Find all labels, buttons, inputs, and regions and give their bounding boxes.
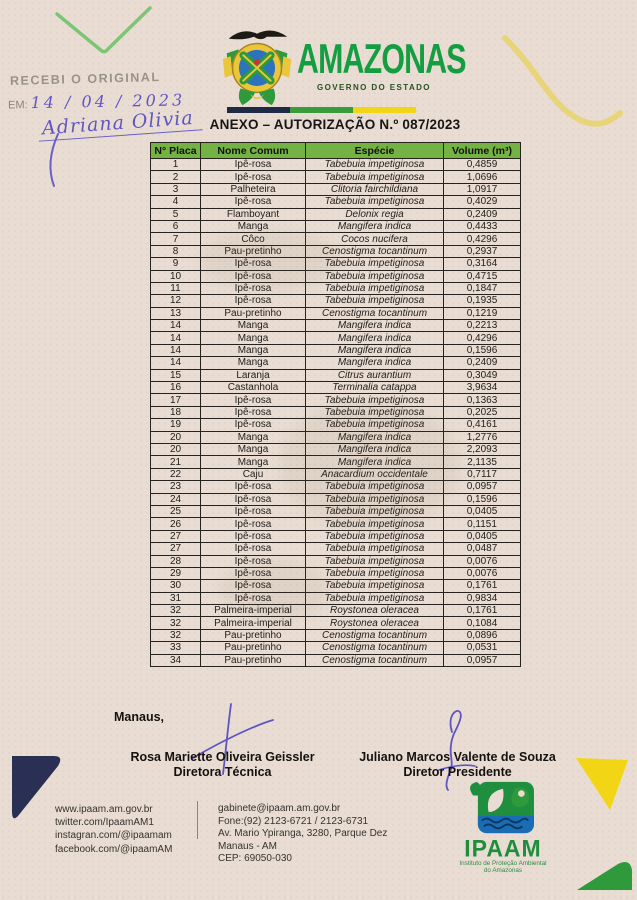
- placa-cell: 32: [151, 629, 201, 641]
- volume-cell: 0,1761: [444, 605, 521, 617]
- especie-cell: Tabebuia impetiginosa: [306, 171, 444, 183]
- volume-cell: 0,0076: [444, 555, 521, 567]
- placa-cell: 7: [151, 233, 201, 245]
- nome-comum-cell: Pau-pretinho: [201, 245, 306, 257]
- bar-yellow-segment: [353, 107, 416, 113]
- col-header-especie: Espécie: [306, 143, 444, 159]
- especie-cell: Citrus aurantium: [306, 369, 444, 381]
- footer-contact-line: Fone:(92) 2123-6721 / 2123-6731: [218, 815, 369, 827]
- volume-cell: 2,1135: [444, 456, 521, 468]
- placa-cell: 2: [151, 171, 201, 183]
- placa-cell: 14: [151, 320, 201, 332]
- table-row: [151, 307, 521, 319]
- especie-cell: Mangifera indica: [306, 357, 444, 369]
- especie-cell: Tabebuia impetiginosa: [306, 518, 444, 530]
- especie-cell: Tabebuia impetiginosa: [306, 481, 444, 493]
- ipaam-wordmark: IPAAM: [464, 834, 542, 862]
- especie-cell: Tabebuia impetiginosa: [306, 592, 444, 604]
- ipaam-subtitle-line: Instituto de Proteção Ambiental: [459, 860, 547, 867]
- placa-cell: 12: [151, 295, 201, 307]
- especie-cell: Tabebuia impetiginosa: [306, 258, 444, 270]
- pen-stroke-descender: [40, 132, 80, 192]
- nome-comum-cell: Laranja: [201, 369, 306, 381]
- nome-comum-cell: Manga: [201, 357, 306, 369]
- volume-cell: 0,0076: [444, 567, 521, 579]
- nome-comum-cell: Flamboyant: [201, 208, 306, 220]
- placa-cell: 24: [151, 493, 201, 505]
- placa-cell: 32: [151, 605, 201, 617]
- especie-cell: Cenostigma tocantinum: [306, 654, 444, 666]
- volume-cell: 0,0957: [444, 481, 521, 493]
- table-row: [151, 605, 521, 617]
- placa-cell: 30: [151, 580, 201, 592]
- nome-comum-cell: Castanhola: [201, 382, 306, 394]
- nome-comum-cell: Ipê-rosa: [201, 406, 306, 418]
- volume-cell: 0,4433: [444, 220, 521, 232]
- ipaam-subtitle-line: do Amazonas: [483, 867, 523, 875]
- placa-cell: 31: [151, 592, 201, 604]
- volume-cell: 0,2409: [444, 357, 521, 369]
- volume-cell: 0,1084: [444, 617, 521, 629]
- nome-comum-cell: Ipê-rosa: [201, 592, 306, 604]
- placa-cell: 28: [151, 555, 201, 567]
- table-row: [151, 543, 521, 555]
- placa-cell: 11: [151, 282, 201, 294]
- placa-cell: 29: [151, 567, 201, 579]
- nome-comum-cell: Ipê-rosa: [201, 518, 306, 530]
- ipaam-subtitle: [440, 860, 566, 874]
- table-row: [151, 208, 521, 220]
- scan-smudge: [220, 560, 330, 620]
- volume-cell: 0,1847: [444, 282, 521, 294]
- volume-cell: 0,2025: [444, 406, 521, 418]
- amazonas-coat-of-arms-icon: [213, 24, 301, 108]
- volume-cell: 0,1596: [444, 493, 521, 505]
- table-row: [151, 196, 521, 208]
- table-row: [151, 369, 521, 381]
- table-row: [151, 344, 521, 356]
- nome-comum-cell: Palmeira-imperial: [201, 617, 306, 629]
- especie-cell: Tabebuia impetiginosa: [306, 567, 444, 579]
- volume-cell: 0,1219: [444, 307, 521, 319]
- bar-navy-segment: [227, 107, 290, 113]
- signature-block-technical-director: [110, 750, 335, 779]
- especie-cell: Tabebuia impetiginosa: [306, 543, 444, 555]
- signature-block-president-director: [350, 750, 565, 779]
- volume-cell: 0,0957: [444, 654, 521, 666]
- nome-comum-cell: Ipê-rosa: [201, 481, 306, 493]
- table-row: [151, 580, 521, 592]
- especie-cell: Tabebuia impetiginosa: [306, 419, 444, 431]
- nome-comum-cell: Manga: [201, 456, 306, 468]
- volume-cell: 0,0487: [444, 543, 521, 555]
- table-header-row: [151, 143, 521, 159]
- nome-comum-cell: Ipê-rosa: [201, 258, 306, 270]
- table-row: [151, 320, 521, 332]
- nome-comum-cell: Ipê-rosa: [201, 295, 306, 307]
- especie-cell: Tabebuia impetiginosa: [306, 493, 444, 505]
- nome-comum-cell: Palmeira-imperial: [201, 605, 306, 617]
- volume-cell: 3,9634: [444, 382, 521, 394]
- volume-cell: 0,4715: [444, 270, 521, 282]
- volume-cell: 0,3049: [444, 369, 521, 381]
- especie-cell: Tabebuia impetiginosa: [306, 394, 444, 406]
- table-row: [151, 555, 521, 567]
- especie-cell: Cocos nucifera: [306, 233, 444, 245]
- table-row: [151, 592, 521, 604]
- placa-cell: 20: [151, 431, 201, 443]
- volume-cell: 2,2093: [444, 443, 521, 455]
- scan-smudge: [200, 230, 340, 290]
- footer-contact-line: gabinete@ipaam.am.gov.br: [218, 803, 341, 814]
- nome-comum-cell: Ipê-rosa: [201, 159, 306, 171]
- placa-cell: 9: [151, 258, 201, 270]
- placa-cell: 33: [151, 642, 201, 654]
- table-row: [151, 233, 521, 245]
- table-row: [151, 183, 521, 195]
- placa-cell: 21: [151, 456, 201, 468]
- especie-cell: Mangifera indica: [306, 320, 444, 332]
- footer-link-line: instagran.com/@ipaamam: [55, 830, 172, 842]
- city-line: Manaus,: [114, 710, 165, 724]
- placa-cell: 27: [151, 543, 201, 555]
- especie-cell: Mangifera indica: [306, 443, 444, 455]
- especie-cell: Mangifera indica: [306, 220, 444, 232]
- volume-cell: 0,1151: [444, 518, 521, 530]
- placa-cell: 16: [151, 382, 201, 394]
- handwritten-stamp-signature: Adriana Olivia: [37, 106, 202, 141]
- placa-cell: 27: [151, 530, 201, 542]
- nome-comum-cell: Manga: [201, 320, 306, 332]
- green-check-mark: [50, 0, 200, 70]
- footer-link-line: facebook.com/@ipaamAM: [55, 843, 173, 855]
- nome-comum-cell: Ipê-rosa: [201, 171, 306, 183]
- volume-cell: 0,1596: [444, 344, 521, 356]
- nome-comum-cell: Ipê-rosa: [201, 505, 306, 517]
- handwritten-date: 14 / 04 / 2023: [30, 90, 186, 113]
- placa-cell: 23: [151, 481, 201, 493]
- especie-cell: Tabebuia impetiginosa: [306, 295, 444, 307]
- placa-cell: 4: [151, 196, 201, 208]
- placa-cell: 18: [151, 406, 201, 418]
- signer-name: Juliano Marcos Valente de Souza: [359, 750, 556, 764]
- nome-comum-cell: Palheteira: [201, 183, 306, 195]
- table-row: [151, 530, 521, 542]
- placa-cell: 13: [151, 307, 201, 319]
- especie-cell: Cenostigma tocantinum: [306, 629, 444, 641]
- footer-contact-line: Manaus - AM: [218, 840, 277, 852]
- volume-cell: 1,0696: [444, 171, 521, 183]
- placa-cell: 22: [151, 468, 201, 480]
- volume-cell: 0,4859: [444, 159, 521, 171]
- especie-cell: Mangifera indica: [306, 456, 444, 468]
- table-row: [151, 332, 521, 344]
- ipaam-logo-icon: [464, 780, 544, 838]
- especie-cell: Tabebuia impetiginosa: [306, 270, 444, 282]
- table-row: [151, 171, 521, 183]
- volume-cell: 0,4029: [444, 196, 521, 208]
- nome-comum-cell: Manga: [201, 220, 306, 232]
- col-header-nome-comum: Nome Comum: [201, 143, 306, 159]
- table-row: [151, 629, 521, 641]
- tricolor-bar: [227, 107, 416, 113]
- nome-comum-cell: Ipê-rosa: [201, 543, 306, 555]
- table-row: [151, 654, 521, 666]
- footer-contact: [218, 803, 387, 866]
- placa-cell: 19: [151, 419, 201, 431]
- volume-cell: 0,0896: [444, 629, 521, 641]
- nome-comum-cell: Ipê-rosa: [201, 580, 306, 592]
- placa-cell: 26: [151, 518, 201, 530]
- nome-comum-cell: Pau-pretinho: [201, 307, 306, 319]
- volume-cell: 0,3164: [444, 258, 521, 270]
- received-stamp-em-label: EM:: [7, 99, 28, 112]
- signer-role: Diretora Técnica: [173, 765, 272, 779]
- nome-comum-cell: Manga: [201, 344, 306, 356]
- nome-comum-cell: Ipê-rosa: [201, 555, 306, 567]
- volume-cell: 1,2776: [444, 431, 521, 443]
- nome-comum-cell: Ipê-rosa: [201, 567, 306, 579]
- especie-cell: Tabebuia impetiginosa: [306, 196, 444, 208]
- nome-comum-cell: Manga: [201, 431, 306, 443]
- table-row: [151, 357, 521, 369]
- especie-cell: Delonix regia: [306, 208, 444, 220]
- footer-divider: [197, 801, 198, 839]
- placa-cell: 20: [151, 443, 201, 455]
- volume-cell: 0,4161: [444, 419, 521, 431]
- volume-cell: 0,9834: [444, 592, 521, 604]
- nome-comum-cell: Ipê-rosa: [201, 493, 306, 505]
- especie-cell: Tabebuia impetiginosa: [306, 580, 444, 592]
- footer-contact-line: Av. Mario Ypiranga, 3280, Parque Dez: [218, 828, 388, 840]
- especie-cell: Cenostigma tocantinum: [306, 307, 444, 319]
- nome-comum-cell: Ipê-rosa: [201, 196, 306, 208]
- col-header-volume: Volume (m³): [444, 143, 521, 159]
- yellow-corner-shape: [570, 755, 637, 815]
- table-row: [151, 295, 521, 307]
- placa-cell: 14: [151, 332, 201, 344]
- especie-cell: Tabebuia impetiginosa: [306, 159, 444, 171]
- nome-comum-cell: Ipê-rosa: [201, 530, 306, 542]
- col-header-placa: N° Placa: [151, 143, 201, 159]
- placa-cell: 1: [151, 159, 201, 171]
- placa-cell: 15: [151, 369, 201, 381]
- volume-cell: 0,7117: [444, 468, 521, 480]
- volume-cell: 0,2409: [444, 208, 521, 220]
- placa-cell: 6: [151, 220, 201, 232]
- volume-cell: 0,0405: [444, 530, 521, 542]
- especie-cell: Cenostigma tocantinum: [306, 642, 444, 654]
- footer-link-line: twitter.com/IpaamAM1: [55, 817, 154, 829]
- placa-cell: 14: [151, 344, 201, 356]
- footer-links: [55, 803, 172, 856]
- especie-cell: Terminalia catappa: [306, 382, 444, 394]
- nome-comum-cell: Pau-pretinho: [201, 642, 306, 654]
- nome-comum-cell: Manga: [201, 443, 306, 455]
- volume-cell: 1,0917: [444, 183, 521, 195]
- nome-comum-cell: Caju: [201, 468, 306, 480]
- placa-cell: 25: [151, 505, 201, 517]
- especie-cell: Anacardium occidentale: [306, 468, 444, 480]
- placa-cell: 3: [151, 183, 201, 195]
- especie-cell: Tabebuia impetiginosa: [306, 530, 444, 542]
- placa-cell: 8: [151, 245, 201, 257]
- bar-green-segment: [290, 107, 353, 113]
- especie-cell: Tabebuia impetiginosa: [306, 505, 444, 517]
- footer-contact-line: CEP: 69050-030: [218, 853, 292, 865]
- nome-comum-cell: Côco: [201, 233, 306, 245]
- volume-cell: 0,0405: [444, 505, 521, 517]
- volume-cell: 0,1363: [444, 394, 521, 406]
- table-row: [151, 220, 521, 232]
- especie-cell: Tabebuia impetiginosa: [306, 555, 444, 567]
- nome-comum-cell: Ipê-rosa: [201, 419, 306, 431]
- volume-cell: 0,2937: [444, 245, 521, 257]
- green-corner-shape: [572, 852, 637, 900]
- nome-comum-cell: Ipê-rosa: [201, 394, 306, 406]
- nome-comum-cell: Pau-pretinho: [201, 654, 306, 666]
- nome-comum-cell: Manga: [201, 332, 306, 344]
- volume-cell: 0,4296: [444, 332, 521, 344]
- especie-cell: Mangifera indica: [306, 431, 444, 443]
- especie-cell: Tabebuia impetiginosa: [306, 406, 444, 418]
- especie-cell: Tabebuia impetiginosa: [306, 282, 444, 294]
- volume-cell: 0,1761: [444, 580, 521, 592]
- volume-cell: 0,4296: [444, 233, 521, 245]
- signer-role: Diretor Presidente: [403, 765, 512, 779]
- especie-cell: Clitoria fairchildiana: [306, 183, 444, 195]
- placa-cell: 14: [151, 357, 201, 369]
- received-stamp-text: RECEBI O ORIGINAL: [9, 70, 161, 88]
- nome-comum-cell: Ipê-rosa: [201, 282, 306, 294]
- table-row: [151, 642, 521, 654]
- brand-subtitle: GOVERNO DO ESTADO: [317, 83, 431, 92]
- especie-cell: Cenostigma tocantinum: [306, 245, 444, 257]
- placa-cell: 17: [151, 394, 201, 406]
- nome-comum-cell: Ipê-rosa: [201, 270, 306, 282]
- table-row: [151, 567, 521, 579]
- volume-cell: 0,1935: [444, 295, 521, 307]
- volume-cell: 0,2213: [444, 320, 521, 332]
- signer-name: Rosa Mariette Oliveira Geissler: [130, 750, 315, 764]
- placa-cell: 5: [151, 208, 201, 220]
- placa-cell: 10: [151, 270, 201, 282]
- volume-cell: 0,0531: [444, 642, 521, 654]
- especie-cell: Roystonea oleracea: [306, 617, 444, 629]
- footer-link-line: www.ipaam.am.gov.br: [55, 804, 153, 815]
- especie-cell: Roystonea oleracea: [306, 605, 444, 617]
- brand-wordmark: AMAZONAS: [297, 36, 466, 82]
- table-row: [151, 382, 521, 394]
- especie-cell: Mangifera indica: [306, 332, 444, 344]
- table-row: [151, 159, 521, 171]
- document-title: ANEXO – AUTORIZAÇÃO N.º 087/2023: [209, 117, 461, 132]
- placa-cell: 34: [151, 654, 201, 666]
- nome-comum-cell: Pau-pretinho: [201, 629, 306, 641]
- table-row: [151, 282, 521, 294]
- especie-cell: Mangifera indica: [306, 344, 444, 356]
- scan-smudge: [280, 400, 460, 530]
- placa-cell: 32: [151, 617, 201, 629]
- table-row: [151, 617, 521, 629]
